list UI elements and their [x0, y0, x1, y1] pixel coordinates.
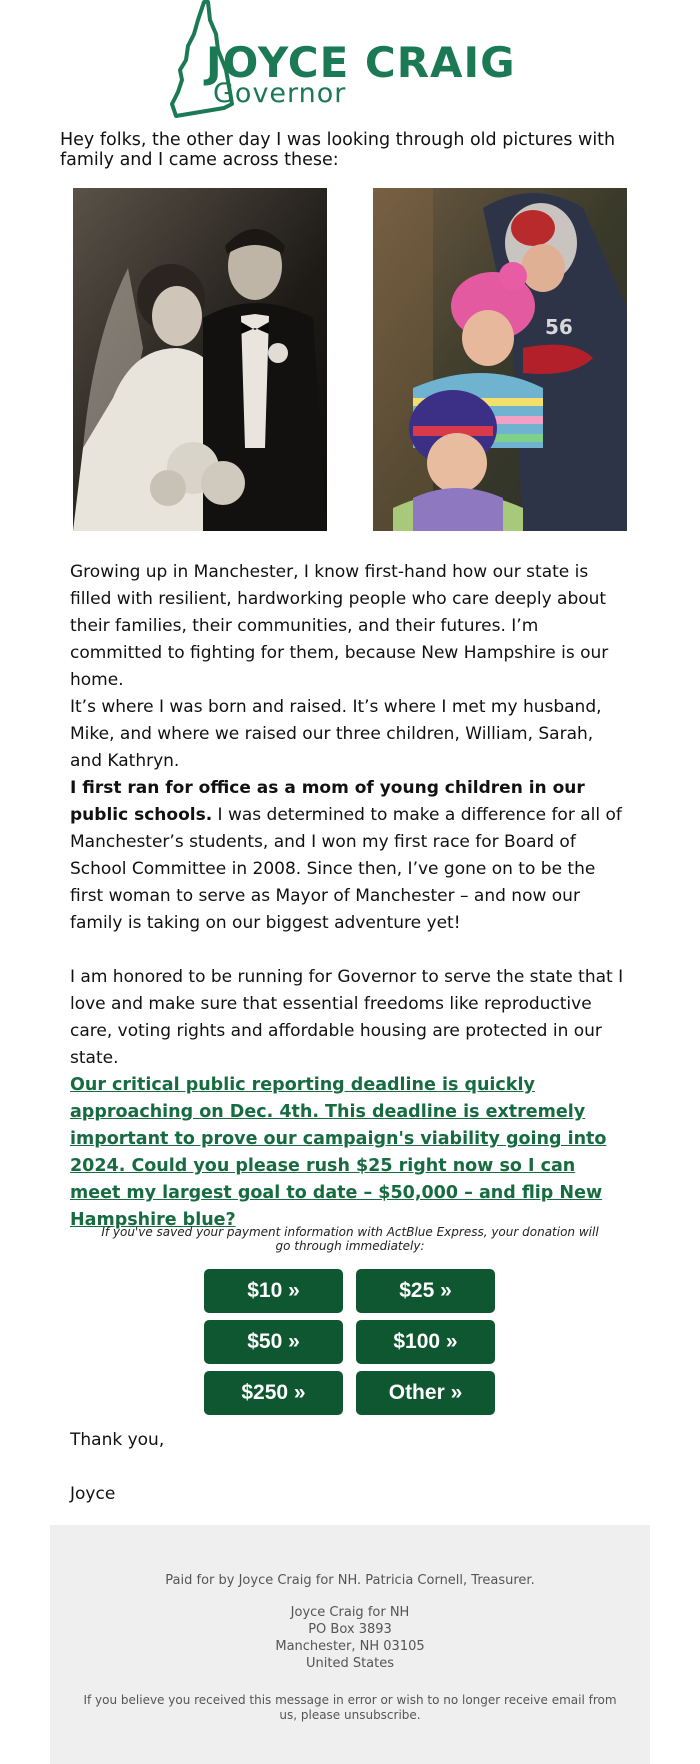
candidate-role: Governor: [213, 78, 347, 109]
donate-cta-link[interactable]: Our critical public reporting deadline is quickly approaching on Dec. 4th. This deadline is extremely important to prove our campaign's viability going into 2024. Could you please rush $25 right now so I can meet my largest goal to date – $50,000 – and flip New Hampshire blue?: [70, 1075, 607, 1230]
donate-100-button[interactable]: $100 »: [356, 1320, 495, 1364]
donate-25-button[interactable]: $25 »: [356, 1269, 495, 1313]
campaign-logo: [168, 0, 533, 122]
candidate-name: JOYCE CRAIG: [206, 38, 516, 87]
donate-other-button[interactable]: Other »: [356, 1371, 495, 1415]
children-photo: [373, 188, 627, 531]
actblue-express-note: If you've saved your payment information with ActBlue Express, your donation will go through immediately:: [101, 1225, 599, 1253]
svg-text:56: 56: [545, 315, 573, 339]
address-line: Manchester, NH 03105: [275, 1639, 425, 1654]
donate-50-button[interactable]: $50 »: [204, 1320, 343, 1364]
closing-signature: Joyce: [70, 1484, 116, 1504]
donate-250-button[interactable]: $250 »: [204, 1371, 343, 1415]
wedding-photo: [73, 188, 327, 531]
email-footer: [50, 1525, 650, 1764]
closing-thanks: Thank you,: [70, 1430, 165, 1450]
paragraph-first-run-bold: I first ran for office as a mom of young children in our public schools.: [70, 778, 585, 825]
paragraph-first-run: [70, 775, 630, 937]
mailing-address: [50, 1604, 650, 1672]
intro-text: Hey folks, the other day I was looking through old pictures with family and I came across these:: [60, 130, 616, 170]
unsubscribe-text[interactable]: If you believe you received this message in error or wish to no longer receive email from us, please unsubscribe.: [83, 1693, 617, 1722]
donate-10-button[interactable]: $10 »: [204, 1269, 343, 1313]
address-line: Joyce Craig for NH: [290, 1605, 410, 1620]
paragraph-manchester: Growing up in Manchester, I know first-hand how our state is filled with resilient, hardworking people who care deeply about their families, their communities, and their futures. I’m committed to fighting for them, because New Hampshire is our home.: [70, 562, 609, 690]
paragraph-governor: I am honored to be running for Governor to serve the state that I love and make sure that essential freedoms like reproductive care, voting rights and affordable housing are protected in our state.: [70, 967, 624, 1068]
paragraph-first-run-rest: I was determined to make a difference for all of Manchester’s students, and I won my first race for Board of School Committee in 2008. Since then, I’ve gone on to be the first woman to serve as Mayor of Manchester – and now our family is taking on our biggest adventure yet!: [70, 805, 622, 933]
address-line: PO Box 3893: [308, 1622, 392, 1637]
paid-for-disclaimer: Paid for by Joyce Craig for NH. Patricia Cornell, Treasurer.: [165, 1573, 535, 1588]
paragraph-family: It’s where I was born and raised. It’s where I met my husband, Mike, and where we raised our three children, William, Sarah, and Kathryn.: [70, 697, 602, 771]
address-line: United States: [305, 1656, 395, 1671]
